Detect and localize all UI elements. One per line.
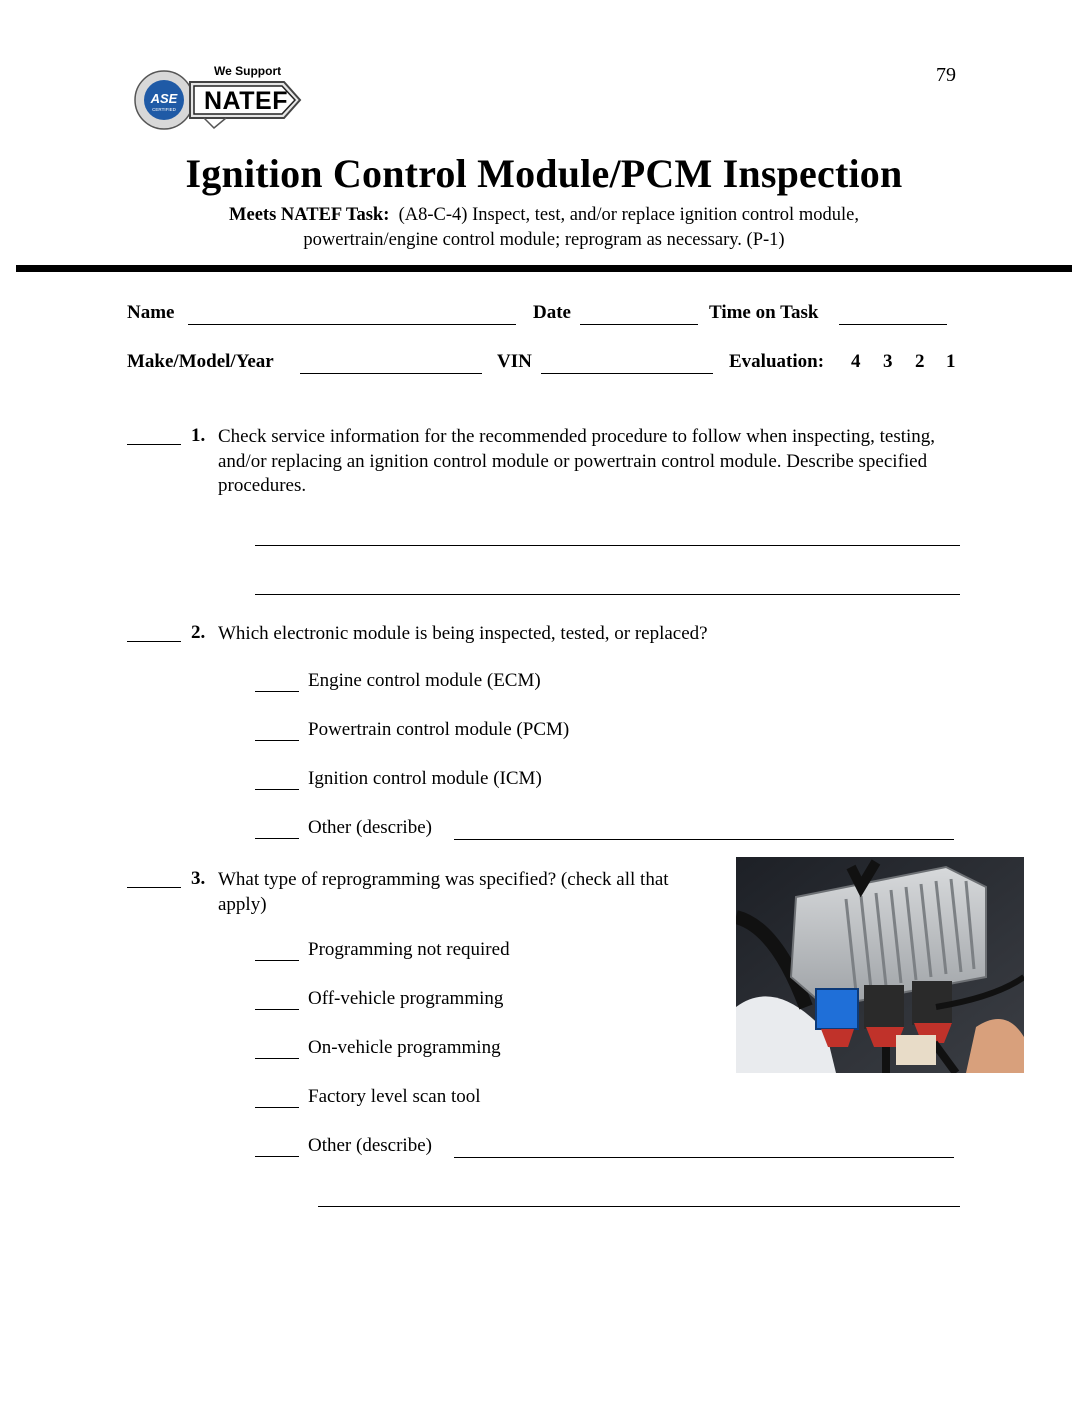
- option-check-blank[interactable]: [255, 1089, 299, 1108]
- task-line-1: (A8-C-4) Inspect, test, and/or replace ignition control module,: [398, 205, 859, 225]
- logo-top-text: We Support: [214, 64, 282, 78]
- option-check-blank[interactable]: [255, 820, 299, 839]
- question-1-text: Check service information for the recommended procedure to follow when inspecting, testing, and/or replacing an ignition control module or powertrain control module. Describe specified procedures.: [218, 426, 936, 496]
- name-label: Name: [127, 302, 175, 323]
- option-factory-scan-tool: Factory level scan tool: [308, 1086, 481, 1107]
- evaluation-score-2[interactable]: 2: [915, 351, 925, 372]
- answer-line[interactable]: [255, 594, 960, 595]
- option-other: Other (describe): [308, 817, 432, 838]
- option-pcm: Powertrain control module (PCM): [308, 719, 570, 740]
- pcm-photo: [736, 857, 1024, 1073]
- time-on-task-field[interactable]: [839, 302, 947, 325]
- option-off-vehicle: Off-vehicle programming: [308, 988, 504, 1009]
- make-model-year-label: Make/Model/Year: [127, 351, 274, 372]
- pcm-module-image-icon: [736, 857, 1024, 1073]
- page-number: 79: [936, 64, 956, 86]
- task-line-2: powertrain/engine control module; reprogram as necessary. (P-1): [303, 230, 785, 250]
- option-programming-not-required: Programming not required: [308, 939, 510, 960]
- evaluation-score-1[interactable]: 1: [946, 351, 956, 372]
- time-on-task-label: Time on Task: [709, 302, 819, 323]
- name-field[interactable]: [188, 302, 516, 325]
- question-2-text: Which electronic module is being inspected, tested, or replaced?: [218, 623, 708, 644]
- make-model-year-field[interactable]: [300, 351, 482, 374]
- option-icm: Ignition control module (ICM): [308, 768, 542, 789]
- question-3-check-blank[interactable]: [127, 867, 181, 888]
- task-description: [0, 203, 1088, 253]
- evaluation-score-3[interactable]: 3: [883, 351, 893, 372]
- date-label: Date: [533, 302, 571, 323]
- option-check-blank[interactable]: [255, 942, 299, 961]
- logo-badge-text: ASE: [150, 91, 178, 106]
- option-other-reprogramming: Other (describe): [308, 1135, 432, 1156]
- other-describe-line[interactable]: [454, 839, 954, 840]
- page-title: Ignition Control Module/PCM Inspection: [185, 151, 903, 196]
- task-label: Meets NATEF Task:: [229, 205, 390, 225]
- vin-label: VIN: [497, 351, 532, 372]
- vin-field[interactable]: [541, 351, 713, 374]
- header-rule: [16, 265, 1072, 272]
- answer-line[interactable]: [318, 1206, 960, 1207]
- option-on-vehicle: On-vehicle programming: [308, 1037, 501, 1058]
- logo-badge-sub: CERTIFIED: [152, 107, 176, 112]
- option-check-blank[interactable]: [255, 771, 299, 790]
- question-1-number: 1.: [191, 425, 206, 446]
- option-check-blank[interactable]: [255, 1138, 299, 1157]
- other-describe-line[interactable]: [454, 1157, 954, 1158]
- answer-line[interactable]: [255, 545, 960, 546]
- evaluation-label: Evaluation:: [729, 351, 825, 372]
- question-3-number: 3.: [191, 868, 206, 889]
- evaluation-score-4[interactable]: 4: [851, 351, 861, 372]
- option-check-blank[interactable]: [255, 991, 299, 1010]
- option-ecm: Engine control module (ECM): [308, 670, 541, 691]
- option-check-blank[interactable]: [255, 673, 299, 692]
- question-2-check-blank[interactable]: [127, 621, 181, 642]
- option-check-blank[interactable]: [255, 1040, 299, 1059]
- question-1-check-blank[interactable]: [127, 424, 181, 445]
- question-2-number: 2.: [191, 622, 206, 643]
- logo-brand-text: NATEF: [204, 87, 288, 115]
- option-check-blank[interactable]: [255, 722, 299, 741]
- question-3-text: What type of reprogramming was specified? (check all that apply): [218, 869, 669, 915]
- date-field[interactable]: [580, 302, 698, 325]
- natef-logo: [134, 62, 304, 136]
